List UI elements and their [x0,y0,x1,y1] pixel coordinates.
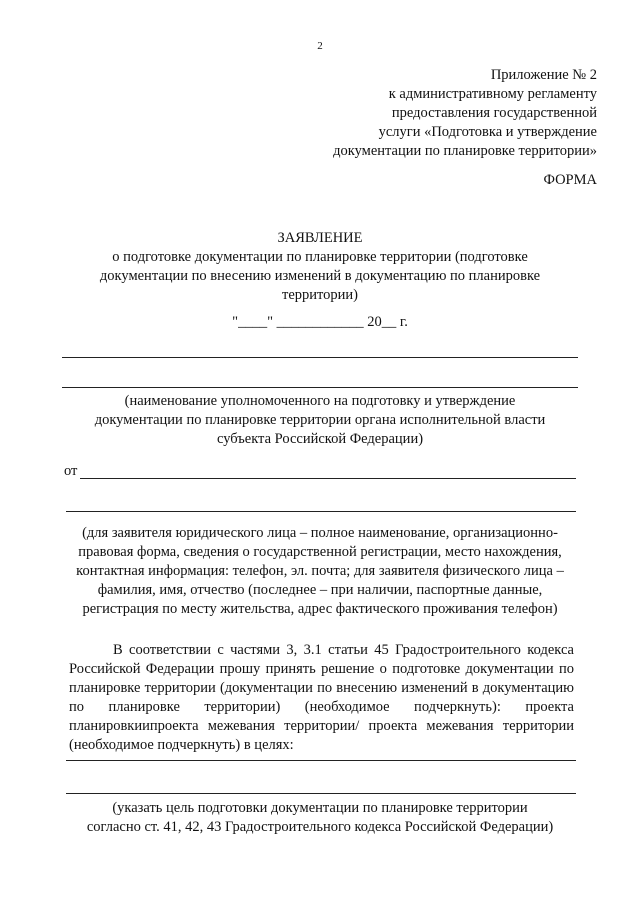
caption-line: субъекта Российской Федерации) [216,431,424,447]
request-paragraph [69,641,574,755]
applicant-caption [50,524,590,619]
applicant-fill-line-2[interactable] [66,511,576,512]
date-line: "____" ____________ 20__ г. [232,314,408,330]
purpose-fill-line-1[interactable] [66,760,576,761]
purpose-caption [50,799,590,837]
title-line: о подготовке документации по планировке территории (подготовке [112,249,528,265]
page-number: 2 [317,40,323,52]
annex-block [333,66,597,161]
caption-line: правовая форма, сведения о государственной регистрации, место нахождения, [78,544,562,560]
title-line: территории) [281,287,359,303]
caption-line: документации по планировке территории органа исполнительной власти [94,412,546,428]
caption-line: контактная информация: телефон, эл. почта; для заявителя физического лица – [76,563,564,579]
title-line: документации по внесению изменений в документацию по планировке [99,268,541,284]
purpose-fill-line-2[interactable] [66,793,576,794]
from-label: от [64,463,78,479]
annex-line: документации по планировке территории» [333,143,597,159]
caption-line: (для заявителя юридического лица – полное наименование, организационно- [82,525,558,541]
authority-fill-line-2[interactable] [62,387,578,388]
title-heading: ЗАЯВЛЕНИЕ [277,230,363,246]
request-text: В соответствии с частями 3, 3.1 статьи 45 Градостроительного кодекса Российской Федерации прошу принять решение о подготовке документации по планировке территории (документации по внесению изменений в документацию по планировке территории) (необходимое подчеркнуть): проекта планировкиипроекта межевания территории/ проекта межевания территории (необходимое подчеркнуть) в целях: [69,642,574,753]
caption-line: (указать цель подготовки документации по планировке территории [112,800,528,816]
annex-line: к административному регламенту [388,86,597,102]
annex-line: услуги «Подготовка и утверждение [378,124,597,140]
authority-caption [60,392,580,449]
annex-line: Приложение № 2 [490,67,597,83]
annex-line: предоставления государственной [391,105,597,121]
applicant-fill-line-1[interactable] [80,478,576,479]
form-label: ФОРМА [543,172,597,188]
document-title [60,229,580,305]
caption-line: (наименование уполномоченного на подготовку и утверждение [124,393,516,409]
caption-line: фамилия, имя, отчество (последнее – при наличии, паспортные данные, [97,582,543,598]
authority-fill-line-1[interactable] [62,357,578,358]
caption-line: регистрация по месту жительства, адрес фактического проживания телефон) [82,601,558,617]
caption-line: согласно ст. 41, 42, 43 Градостроительного кодекса Российской Федерации) [86,819,554,835]
